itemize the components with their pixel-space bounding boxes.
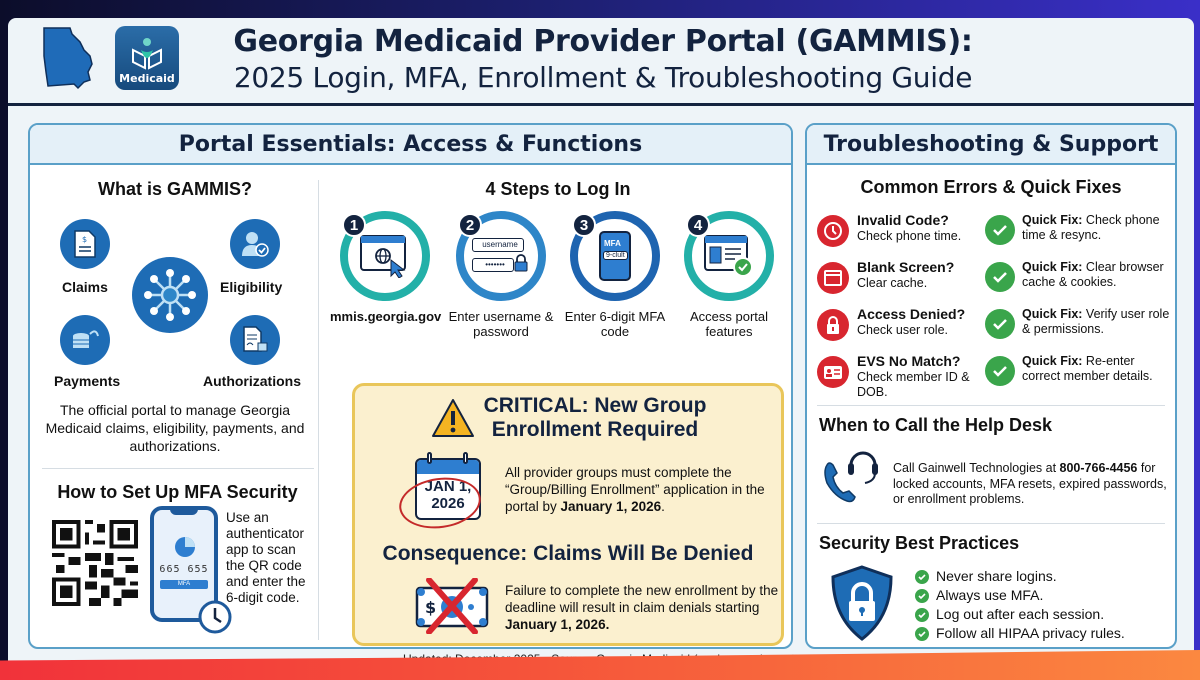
- error-title: Blank Screen?: [857, 259, 955, 275]
- consequence-body: Failure to complete the new enrollment by the deadline will result in claim denials starting January 1, 2026.: [505, 583, 779, 632]
- step-label-2: Enter username & password: [448, 309, 554, 339]
- step-label-3: Enter 6-digit MFA code: [564, 309, 666, 339]
- fix-text: Verify user role & permissions.: [1022, 307, 1170, 336]
- browser-window-icon: [817, 262, 849, 294]
- gammis-description: The official portal to manage Georgia Medicaid claims, eligibility, payments, and authorizations.: [45, 402, 305, 454]
- list-item: Never share logins.: [915, 567, 1125, 586]
- feature-label-authorizations: Authorizations: [203, 373, 301, 389]
- checkmark-icon: [985, 215, 1015, 245]
- calendar-date-line2: 2026: [431, 495, 465, 512]
- browser-globe-icon: [359, 234, 411, 278]
- checkmark-icon: [985, 356, 1015, 386]
- help-desk-text: Call Gainwell Technologies at 800-766-4456 for locked accounts, MFA resets, expired passwords, or enrollment problems.: [893, 461, 1167, 506]
- step-number-1: 1: [342, 213, 366, 237]
- qr-code-icon: [52, 520, 138, 606]
- login-step-1: [330, 211, 440, 324]
- login-step-3: [560, 211, 670, 339]
- error-row-access-denied: Access Denied? Check user role. Quick Fix: Verify user role & permissions.: [817, 307, 1167, 351]
- authorization-stamp-icon: [230, 315, 280, 365]
- pie-timer-icon: [174, 536, 196, 558]
- login-form-icon: [472, 236, 530, 276]
- username-field-graphic: username: [472, 238, 524, 252]
- claims-document-icon: [60, 219, 110, 269]
- portal-check-icon: [703, 234, 755, 278]
- step-label-1: mmis.georgia.gov: [330, 309, 442, 324]
- calendar-deadline-icon: [413, 452, 483, 522]
- critical-title: CRITICAL: New Group Enrollment Required: [483, 394, 707, 441]
- error-row-invalid-code: Invalid Code? Check phone time. Quick Fix: Check phone time & resync.: [817, 213, 1167, 257]
- section-divider: [817, 523, 1165, 524]
- list-item: Follow all HIPAA privacy rules.: [915, 624, 1125, 643]
- login-step-2: [446, 211, 556, 339]
- error-title: Access Denied?: [857, 306, 966, 322]
- error-title: EVS No Match?: [857, 353, 961, 369]
- error-title: Invalid Code?: [857, 212, 949, 228]
- id-card-icon: [817, 356, 849, 388]
- title-block: [203, 24, 1003, 94]
- feature-label-eligibility: Eligibility: [220, 279, 283, 295]
- svg-text:$: $: [82, 235, 88, 244]
- checkmark-icon: [915, 589, 929, 603]
- infographic-sheet: [8, 18, 1194, 680]
- password-field-graphic: •••••••: [472, 258, 514, 272]
- security-heading: Security Best Practices: [819, 533, 1020, 553]
- common-errors-heading: Common Errors & Quick Fixes: [860, 177, 1122, 197]
- critical-body: All provider groups must complete the “Group/Billing Enrollment” application in the portal by January 1, 2026.: [505, 465, 765, 514]
- what-is-gammis-heading: What is GAMMIS?: [98, 179, 252, 199]
- clock-icon: [817, 215, 849, 247]
- fix-text: Re-enter correct member details.: [1022, 354, 1153, 383]
- login-steps-section: [328, 175, 788, 355]
- list-item: Always use MFA.: [915, 586, 1125, 605]
- portal-essentials-title: Portal Essentials: Access & Functions: [30, 125, 791, 165]
- feature-label-claims: Claims: [62, 279, 108, 295]
- section-divider: [817, 405, 1165, 406]
- help-desk-heading: When to Call the Help Desk: [819, 415, 1053, 435]
- medicaid-logo-label: Medicaid: [119, 72, 175, 85]
- mfa-phone-icon: [599, 231, 631, 281]
- fix-text: Check phone time & resync.: [1022, 213, 1160, 242]
- mfa-setup-heading: How to Set Up MFA Security: [57, 482, 298, 502]
- error-hint: Check member ID & DOB.: [857, 370, 970, 399]
- step-label-4: Access portal features: [689, 309, 769, 339]
- warning-icon: [431, 398, 475, 438]
- medicaid-logo-icon: [115, 26, 179, 90]
- feature-label-payments: Payments: [54, 373, 121, 389]
- header: [8, 18, 1194, 106]
- troubleshooting-title: Troubleshooting & Support: [807, 125, 1175, 165]
- list-item: Log out after each session.: [915, 605, 1125, 624]
- error-hint: Check user role.: [857, 323, 949, 337]
- error-hint: Check phone time.: [857, 229, 962, 243]
- checkmark-icon: [915, 608, 929, 622]
- reader-figure-icon: [129, 36, 165, 72]
- security-practices-list: [915, 567, 1125, 643]
- mfa-code-display: 665 655: [159, 564, 209, 575]
- payments-icon: [60, 315, 110, 365]
- mfa-setup-section: [40, 480, 315, 640]
- critical-enrollment-alert: [352, 383, 784, 646]
- user-check-icon: [230, 219, 280, 269]
- phone-headset-icon: [821, 447, 881, 503]
- checkmark-icon: [915, 570, 929, 584]
- mfa-bar: MFA: [160, 580, 208, 589]
- mfa-instructions: Use an authenticator app to scan the QR code and enter the 6-digit code.: [226, 510, 306, 605]
- section-divider: [42, 468, 314, 469]
- page-title: Georgia Medicaid Provider Portal (GAMMIS):: [233, 24, 973, 59]
- column-divider: [318, 180, 319, 640]
- what-is-gammis-section: [40, 175, 310, 465]
- troubleshooting-panel: [805, 123, 1177, 649]
- phone-code-bubble: 9-clult: [603, 251, 628, 260]
- portal-essentials-panel: [28, 123, 793, 649]
- georgia-map-icon: [40, 26, 100, 91]
- fix-text: Clear browser cache & cookies.: [1022, 260, 1164, 289]
- login-steps-heading: 4 Steps to Log In: [485, 179, 631, 199]
- step-number-2: 2: [458, 213, 482, 237]
- checkmark-icon: [915, 627, 929, 641]
- denied-money-icon: [413, 578, 491, 634]
- error-hint: Clear cache.: [857, 276, 928, 290]
- calendar-date-line1: JAN 1,: [424, 478, 472, 495]
- checkmark-icon: [985, 262, 1015, 292]
- network-hub-icon: [132, 257, 208, 333]
- page-subtitle: 2025 Login, MFA, Enrollment & Troubleshooting Guide: [233, 61, 973, 94]
- error-row-blank-screen: Blank Screen? Clear cache. Quick Fix: Clear browser cache & cookies.: [817, 260, 1167, 304]
- svg-text:$: $: [425, 598, 437, 617]
- error-row-evs-no-match: EVS No Match? Check member ID & DOB. Quick Fix: Re-enter correct member details.: [817, 354, 1167, 404]
- help-desk-phone: 800-766-4456: [1059, 461, 1138, 475]
- security-shield-lock-icon: [829, 565, 895, 641]
- consequence-title: Consequence: Claims Will Be Denied: [382, 542, 754, 565]
- step-number-4: 4: [686, 213, 710, 237]
- step-number-3: 3: [572, 213, 596, 237]
- lock-icon: [817, 309, 849, 341]
- checkmark-icon: [985, 309, 1015, 339]
- phone-mfa-text: MFA: [604, 239, 621, 248]
- login-step-4: [674, 211, 784, 339]
- padlock-icon: [514, 254, 528, 272]
